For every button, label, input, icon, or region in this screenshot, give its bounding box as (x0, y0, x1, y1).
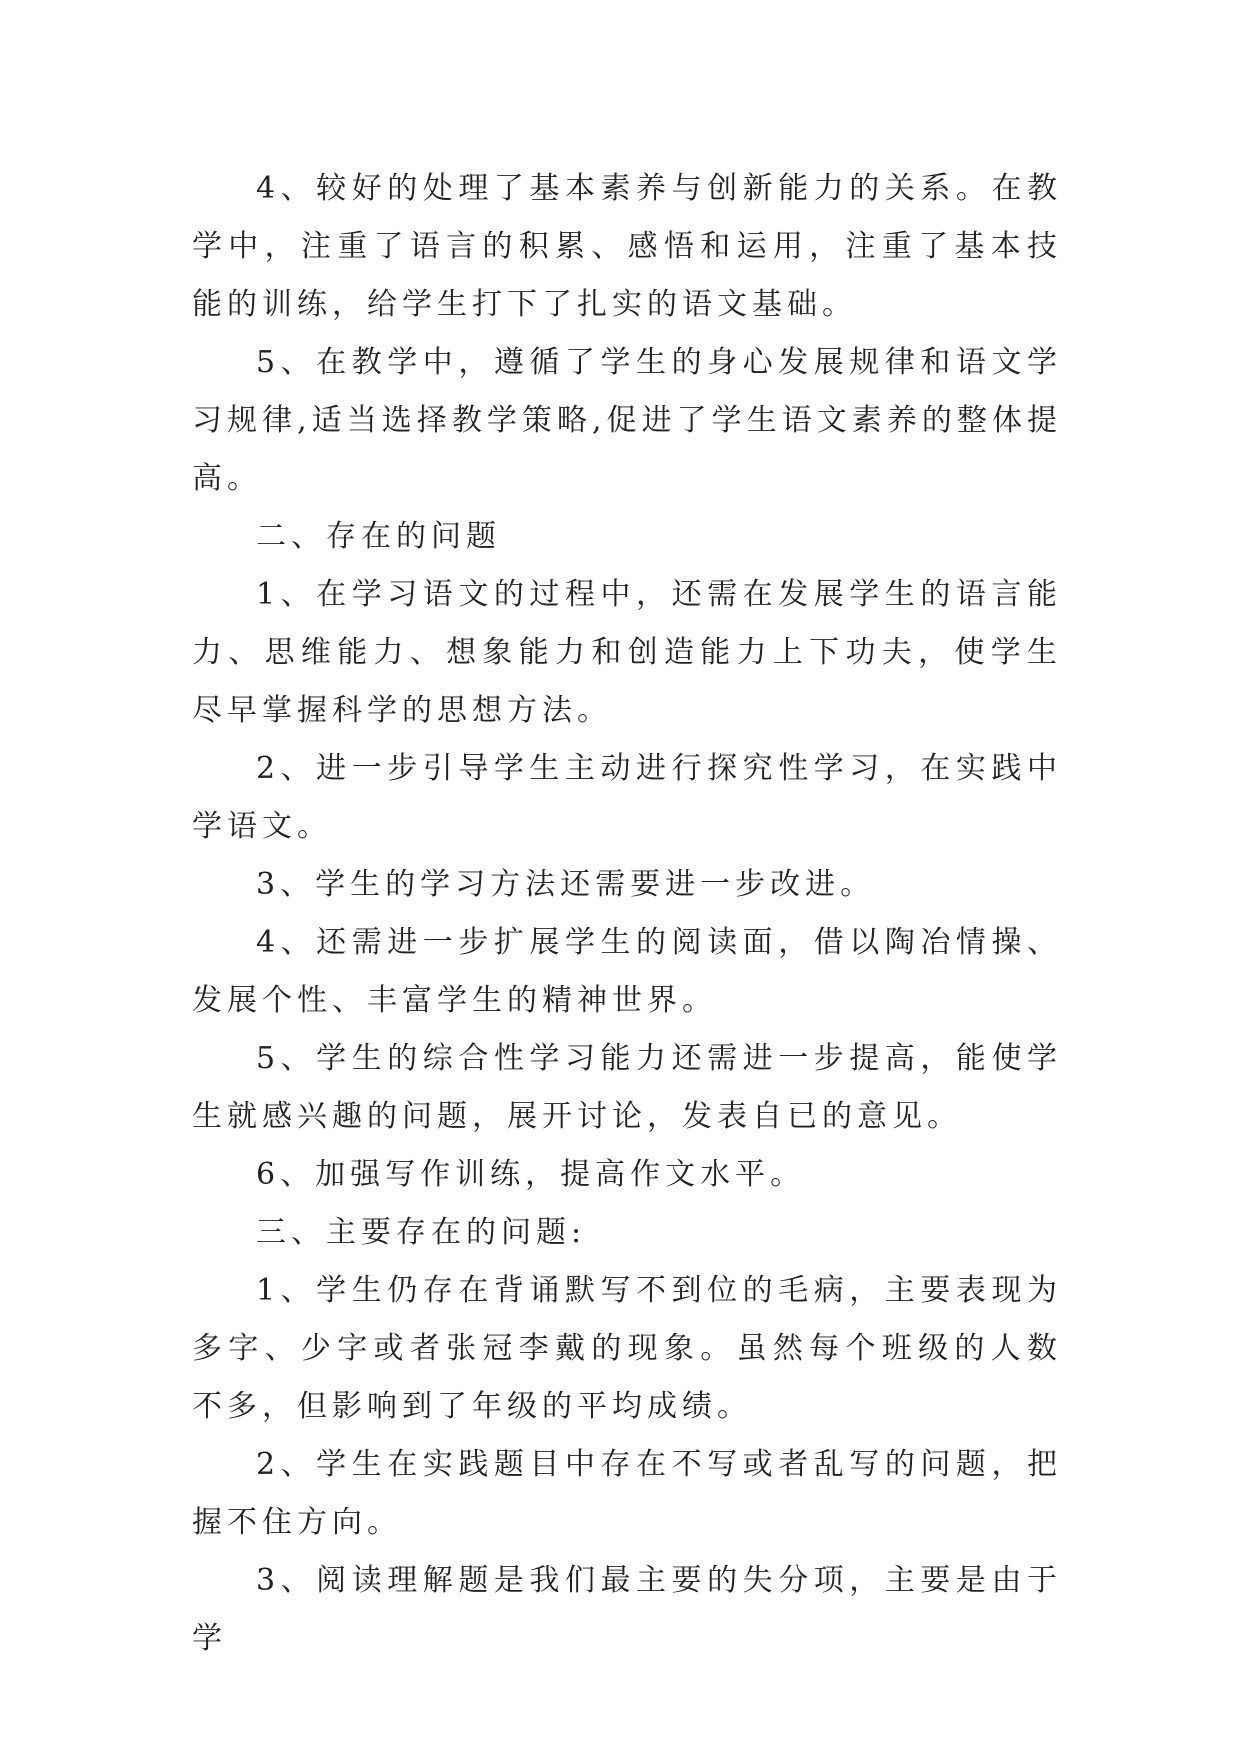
paragraph-5-learning-rules: 5、在教学中，遵循了学生的身心发展规律和语文学习规律,适当选择教学策略,促进了学生语文素养的整体提高。 (192, 345, 1062, 496)
paragraph-4-basic-literacy: 4、较好的处理了基本素养与创新能力的关系。在教学中，注重了语言的积累、感悟和运用，注重了基本技能的训练，给学生打下了扎实的语文基础。 (192, 171, 1062, 322)
paragraph-main-problem-1: 1、学生仍存在背诵默写不到位的毛病，主要表现为多字、少字或者张冠李戴的现象。虽然每个班级的人数不多，但影响到了年级的平均成绩。 (192, 1273, 1062, 1424)
paragraph-problem-4: 4、还需进一步扩展学生的阅读面，借以陶冶情操、发展个性、丰富学生的精神世界。 (192, 925, 1062, 1018)
document-body (192, 160, 1062, 1668)
paragraph-problem-5: 5、学生的综合性学习能力还需进一步提高，能使学生就感兴趣的问题，展开讨论，发表自已的意见。 (192, 1041, 1062, 1134)
paragraph-problem-3: 3、学生的学习方法还需要进一步改进。 (256, 867, 876, 902)
paragraph-problem-1: 1、在学习语文的过程中，还需在发展学生的语言能力、思维能力、想象能力和创造能力上下功夫，使学生尽早掌握科学的思想方法。 (192, 577, 1062, 728)
paragraph-problem-2: 2、进一步引导学生主动进行探究性学习，在实践中学语文。 (192, 751, 1062, 844)
paragraph-main-problem-2: 2、学生在实践题目中存在不写或者乱写的问题，把握不住方向。 (192, 1447, 1062, 1540)
paragraph-main-problem-3: 3、阅读理解题是我们最主要的失分项，主要是由于学 (192, 1563, 1062, 1656)
paragraph-problem-6: 6、加强写作训练，提高作文水平。 (256, 1157, 806, 1192)
section-heading-existing-problems: 二、存在的问题 (256, 519, 501, 554)
section-heading-main-problems: 三、主要存在的问题: (256, 1215, 587, 1250)
